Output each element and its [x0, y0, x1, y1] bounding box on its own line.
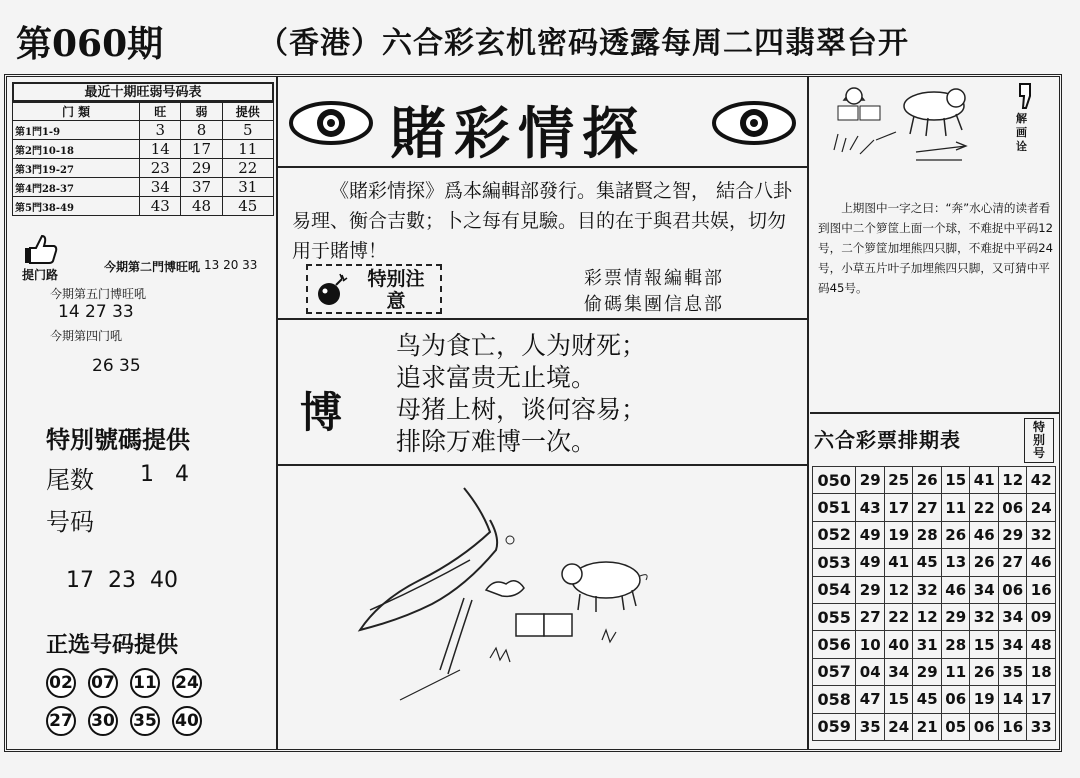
cell: 3	[140, 121, 181, 140]
number-cell: 29	[998, 521, 1027, 548]
schedule-table	[812, 466, 1056, 741]
number-cell: 17	[884, 494, 913, 521]
issue-cell: 058	[813, 686, 856, 713]
number-cell: 18	[1027, 658, 1056, 685]
table-row	[813, 603, 1056, 630]
col-head: 提供	[222, 103, 273, 121]
col-head: 旺	[140, 103, 181, 121]
tail-label: 尾数	[46, 466, 94, 494]
number-cell: 46	[970, 521, 999, 548]
table-row	[813, 658, 1056, 685]
recent-table-header	[13, 103, 274, 121]
number-cell: 24	[884, 713, 913, 740]
number-cell: 11	[941, 494, 970, 521]
riddle-illustration	[816, 80, 996, 180]
cell: 8	[181, 121, 222, 140]
number-cell: 33	[1027, 713, 1056, 740]
poem-lines	[396, 330, 646, 458]
number-cell: 19	[884, 521, 913, 548]
dept2: 偷碼集團信息部	[584, 294, 724, 315]
select-title: 正选号码提供	[46, 633, 179, 658]
number-cell: 24	[1027, 494, 1056, 521]
recent-table	[12, 102, 274, 216]
schedule-header	[810, 412, 1060, 462]
row-label: 第3門19-27	[13, 159, 140, 178]
row-label: 第4門28-37	[13, 178, 140, 197]
circle-row-1	[46, 668, 276, 698]
issue-cell: 052	[813, 521, 856, 548]
row-label: 第1門1-9	[13, 121, 140, 140]
number-cell: 16	[1027, 576, 1056, 603]
number-cell: 40	[884, 631, 913, 658]
divider-left	[276, 76, 278, 750]
table-row	[813, 521, 1056, 548]
line3-nums: 26 35	[92, 356, 141, 376]
poem-mark: 博	[300, 388, 343, 437]
number-cell: 49	[856, 521, 885, 548]
table-row	[13, 140, 274, 159]
cell: 29	[181, 159, 222, 178]
number-cell: 45	[913, 686, 942, 713]
table-row	[13, 159, 274, 178]
cell: 34	[140, 178, 181, 197]
line2-label: 今期第五门博旺吼	[50, 287, 147, 301]
issue-cell: 056	[813, 631, 856, 658]
issue-cell: 055	[813, 603, 856, 630]
intro-text: 《賭彩情探》爲本編輯部發行。集諸賢之智， 結合八卦易理、衡合吉數；卜之每有見驗。目的在于與君共娱，切勿用于賭博！	[292, 180, 793, 262]
special-title: 特別號碼提供	[46, 426, 190, 454]
number-cell: 06	[998, 494, 1027, 521]
cell: 5	[222, 121, 273, 140]
number-cell: 26	[913, 467, 942, 494]
notice-text: 特别注意	[367, 268, 425, 312]
number-cell: 10	[856, 631, 885, 658]
pick-number: 40	[172, 706, 202, 736]
cell: 37	[181, 178, 222, 197]
issue-cell: 051	[813, 494, 856, 521]
table-row	[13, 197, 274, 216]
number-cell: 28	[941, 631, 970, 658]
number-cell: 27	[998, 549, 1027, 576]
number-cell: 32	[913, 576, 942, 603]
issue-cell: 053	[813, 549, 856, 576]
number-cell: 29	[941, 603, 970, 630]
pointing-hand-icon	[1014, 82, 1036, 110]
number-cell: 29	[856, 467, 885, 494]
issue-cell: 054	[813, 576, 856, 603]
number-cell: 16	[998, 713, 1027, 740]
table-row	[13, 178, 274, 197]
cell: 31	[222, 178, 273, 197]
number-cell: 29	[856, 576, 885, 603]
number-cell: 45	[913, 549, 942, 576]
tail-nums: 1 4	[140, 462, 189, 487]
thumbs-up-icon	[22, 232, 62, 268]
number-cell: 48	[1027, 631, 1056, 658]
number-cell: 26	[941, 521, 970, 548]
poem-line: 母猪上树，谈何容易；	[396, 395, 647, 424]
pick-number: 24	[172, 668, 202, 698]
cell: 43	[140, 197, 181, 216]
recent-table-title: 最近十期旺弱号码表	[12, 82, 274, 102]
hint-label: 提门路	[22, 268, 59, 282]
pick-number: 02	[46, 668, 76, 698]
issue-cell: 059	[813, 713, 856, 740]
pick-number: 11	[130, 668, 160, 698]
poem-line: 鸟为食亡，人为财死；	[396, 331, 647, 360]
number-cell: 34	[884, 658, 913, 685]
number-cell: 15	[941, 467, 970, 494]
cell: 48	[181, 197, 222, 216]
number-cell: 21	[913, 713, 942, 740]
number-cell: 26	[970, 658, 999, 685]
pick-number: 27	[46, 706, 76, 736]
cell: 14	[140, 140, 181, 159]
cell: 22	[222, 159, 273, 178]
pick-number: 30	[88, 706, 118, 736]
dept1: 彩票情報編輯部	[584, 268, 724, 289]
issue-cell: 057	[813, 658, 856, 685]
table-row	[813, 549, 1056, 576]
cell: 23	[140, 159, 181, 178]
recent-table-wrap	[12, 82, 274, 216]
number-cell: 49	[856, 549, 885, 576]
schedule-title: 六合彩票排期表	[814, 428, 961, 452]
number-cell: 31	[913, 631, 942, 658]
number-cell: 22	[884, 603, 913, 630]
number-cell: 15	[970, 631, 999, 658]
pick-number: 35	[130, 706, 160, 736]
number-cell: 22	[970, 494, 999, 521]
col-head: 弱	[181, 103, 222, 121]
number-cell: 06	[941, 686, 970, 713]
pick-number: 07	[88, 668, 118, 698]
number-cell: 26	[970, 549, 999, 576]
number-cell: 34	[970, 576, 999, 603]
number-cell: 32	[1027, 521, 1056, 548]
riddle-art	[810, 76, 1060, 188]
number-cell: 12	[884, 576, 913, 603]
table-row	[813, 467, 1056, 494]
number-cell: 12	[998, 467, 1027, 494]
divider-poem-bottom	[278, 464, 807, 466]
headline: （香港）六合彩玄机密码透露每周二四翡翠台开	[258, 26, 909, 61]
number-cell: 15	[884, 686, 913, 713]
table-row	[813, 494, 1056, 521]
table-row	[813, 576, 1056, 603]
number-cell: 41	[884, 549, 913, 576]
poem-line: 追求富贵无止境。	[396, 363, 597, 392]
row-label: 第2門10-18	[13, 140, 140, 159]
col-head: 门 類	[13, 103, 140, 121]
table-row	[13, 121, 274, 140]
riddle-label: 解画诠	[1016, 112, 1027, 153]
eye-icon-right	[711, 100, 797, 146]
issue-cell: 050	[813, 467, 856, 494]
puzzle-illustration	[340, 480, 680, 710]
riddle-text: 上期图中一字之曰：“奔”水心清的读者看到图中二个箩筐上面一个球，不难捉中平码12号，二个箩筐加埋熊四只脚，不难捉中平码24号，小草五片叶子加埋熊四只脚，又可猜中平码45号。	[818, 201, 1054, 295]
number-cell: 19	[970, 686, 999, 713]
number-cell: 46	[941, 576, 970, 603]
number-cell: 34	[998, 603, 1027, 630]
line3-label: 今期第四门吼	[50, 329, 123, 343]
number-cell: 34	[998, 631, 1027, 658]
divider-right	[807, 76, 809, 750]
table-row	[813, 713, 1056, 740]
number-cell: 11	[941, 658, 970, 685]
number-cell: 14	[998, 686, 1027, 713]
number-cell: 46	[1027, 549, 1056, 576]
cell: 17	[181, 140, 222, 159]
number-cell: 47	[856, 686, 885, 713]
notice-box	[306, 264, 442, 314]
circle-row-2	[46, 706, 276, 736]
number-cell: 28	[913, 521, 942, 548]
masthead	[278, 76, 807, 168]
line2-nums: 14 27 33	[58, 302, 134, 322]
row-label: 第5門38-49	[13, 197, 140, 216]
number-cell: 12	[913, 603, 942, 630]
number-cell: 13	[941, 549, 970, 576]
number-cell: 42	[1027, 467, 1056, 494]
number-cell: 32	[970, 603, 999, 630]
eye-icon-left	[288, 100, 374, 146]
cell: 45	[222, 197, 273, 216]
code-label: 号码	[46, 508, 94, 536]
number-cell: 27	[913, 494, 942, 521]
issue-number: 第060期	[16, 23, 164, 65]
number-cell: 41	[970, 467, 999, 494]
number-cell: 04	[856, 658, 885, 685]
poem-line: 排除万难博一次。	[396, 427, 597, 456]
number-cell: 43	[856, 494, 885, 521]
line1-nums: 13 20 33	[204, 258, 258, 272]
number-cell: 17	[1027, 686, 1056, 713]
masthead-title: 賭彩情探	[390, 101, 646, 167]
number-cell: 06	[970, 713, 999, 740]
bomb-icon	[314, 272, 350, 308]
number-cell: 29	[913, 658, 942, 685]
special-head: 特别号	[1024, 418, 1054, 463]
line1-label: 今期第二門博旺吼	[104, 260, 201, 274]
table-row	[813, 686, 1056, 713]
number-cell: 27	[856, 603, 885, 630]
cell: 11	[222, 140, 273, 159]
number-cell: 35	[998, 658, 1027, 685]
number-cell: 35	[856, 713, 885, 740]
number-cell: 05	[941, 713, 970, 740]
table-row	[813, 631, 1056, 658]
code-nums: 17 23 40	[66, 568, 178, 593]
number-cell: 25	[884, 467, 913, 494]
number-cell: 09	[1027, 603, 1056, 630]
number-cell: 06	[998, 576, 1027, 603]
title-bar	[0, 0, 1080, 72]
divider-poem-top	[278, 318, 807, 320]
